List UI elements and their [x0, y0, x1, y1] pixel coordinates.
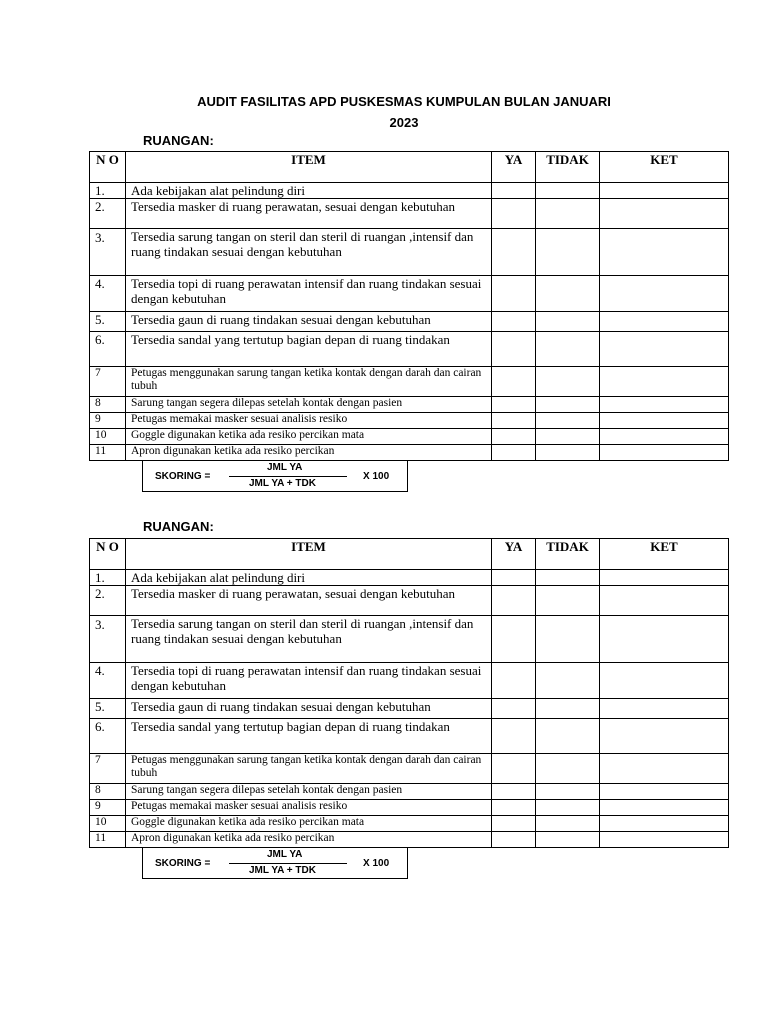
header-no: N O — [90, 152, 126, 183]
row-no: 4. — [90, 663, 126, 699]
row-item: Ada kebijakan alat pelindung diri — [126, 183, 492, 199]
fraction-line — [229, 476, 347, 477]
row-ya-cell — [492, 276, 536, 312]
row-ket-cell — [600, 800, 729, 816]
table-row — [90, 699, 729, 719]
row-item: Tersedia sarung tangan on steril dan steril di ruangan ,intensif dan ruang tindakan sesuai dengan kebutuhan — [126, 229, 492, 276]
row-ya-cell — [492, 367, 536, 397]
table-row — [90, 332, 729, 367]
table-row — [90, 276, 729, 312]
row-no: 8 — [90, 784, 126, 800]
table-row — [90, 312, 729, 332]
table-row — [90, 183, 729, 199]
row-ya-cell — [492, 699, 536, 719]
row-ket-cell — [600, 754, 729, 784]
row-tidak-cell — [536, 800, 600, 816]
row-no: 3. — [90, 616, 126, 663]
row-ket-cell — [600, 719, 729, 754]
row-tidak-cell — [536, 413, 600, 429]
table-row — [90, 616, 729, 663]
row-ya-cell — [492, 332, 536, 367]
row-item: Sarung tangan segera dilepas setelah kontak dengan pasien — [126, 784, 492, 800]
row-no: 4. — [90, 276, 126, 312]
row-no: 10 — [90, 429, 126, 445]
row-no: 11 — [90, 832, 126, 848]
row-ya-cell — [492, 183, 536, 199]
row-ya-cell — [492, 570, 536, 586]
table-row — [90, 719, 729, 754]
row-no: 9 — [90, 413, 126, 429]
row-item: Tersedia sarung tangan on steril dan steril di ruangan ,intensif dan ruang tindakan sesuai dengan kebutuhan — [126, 616, 492, 663]
table-row — [90, 663, 729, 699]
row-item: Petugas menggunakan sarung tangan ketika kontak dengan darah dan cairan tubuh — [126, 754, 492, 784]
table-row — [90, 832, 729, 848]
table-row — [90, 570, 729, 586]
row-ya-cell — [492, 199, 536, 229]
row-tidak-cell — [536, 199, 600, 229]
ruangan-label-1: RUANGAN: — [143, 133, 214, 148]
row-ya-cell — [492, 445, 536, 461]
row-no: 10 — [90, 816, 126, 832]
table-row — [90, 784, 729, 800]
row-tidak-cell — [536, 816, 600, 832]
table-header-row — [90, 539, 729, 570]
row-ket-cell — [600, 570, 729, 586]
row-item: Sarung tangan segera dilepas setelah kontak dengan pasien — [126, 397, 492, 413]
row-ya-cell — [492, 663, 536, 699]
audit-table-2 — [89, 538, 729, 848]
header-ya: YA — [492, 152, 536, 183]
row-no: 6. — [90, 332, 126, 367]
row-no: 11 — [90, 445, 126, 461]
row-no: 9 — [90, 800, 126, 816]
row-ket-cell — [600, 445, 729, 461]
row-tidak-cell — [536, 276, 600, 312]
row-tidak-cell — [536, 229, 600, 276]
row-ket-cell — [600, 229, 729, 276]
row-ya-cell — [492, 616, 536, 663]
row-ya-cell — [492, 754, 536, 784]
row-tidak-cell — [536, 367, 600, 397]
row-no: 8 — [90, 397, 126, 413]
row-item: Goggle digunakan ketika ada resiko percikan mata — [126, 429, 492, 445]
skoring-multiplier: X 100 — [363, 471, 390, 482]
table-row — [90, 445, 729, 461]
row-item: Tersedia masker di ruang perawatan, sesuai dengan kebutuhan — [126, 586, 492, 616]
table-row — [90, 800, 729, 816]
row-ya-cell — [492, 586, 536, 616]
row-tidak-cell — [536, 429, 600, 445]
row-tidak-cell — [536, 332, 600, 367]
header-ket: KET — [600, 152, 729, 183]
document-title-line1: AUDIT FASILITAS APD PUSKESMAS KUMPULAN BULAN JANUARI — [197, 94, 611, 109]
row-ya-cell — [492, 229, 536, 276]
skoring-denominator: JML YA + TDK — [249, 478, 316, 489]
row-ket-cell — [600, 429, 729, 445]
header-item: ITEM — [126, 539, 492, 570]
row-tidak-cell — [536, 663, 600, 699]
row-tidak-cell — [536, 570, 600, 586]
row-no: 5. — [90, 699, 126, 719]
row-tidak-cell — [536, 719, 600, 754]
table-row — [90, 754, 729, 784]
row-ya-cell — [492, 816, 536, 832]
table-row — [90, 429, 729, 445]
skoring-numerator: JML YA — [267, 849, 303, 860]
document-title-line2: 2023 — [389, 115, 419, 130]
row-no: 2. — [90, 199, 126, 229]
table-row — [90, 229, 729, 276]
table-row — [90, 367, 729, 397]
table-row — [90, 199, 729, 229]
header-item: ITEM — [126, 152, 492, 183]
row-ket-cell — [600, 699, 729, 719]
row-ket-cell — [600, 367, 729, 397]
row-ket-cell — [600, 663, 729, 699]
row-no: 5. — [90, 312, 126, 332]
ruangan-label-2: RUANGAN: — [143, 519, 214, 534]
row-no: 1. — [90, 183, 126, 199]
row-tidak-cell — [536, 784, 600, 800]
row-ket-cell — [600, 312, 729, 332]
row-ya-cell — [492, 800, 536, 816]
row-ket-cell — [600, 199, 729, 229]
row-no: 1. — [90, 570, 126, 586]
row-tidak-cell — [536, 754, 600, 784]
row-ya-cell — [492, 784, 536, 800]
row-tidak-cell — [536, 616, 600, 663]
row-item: Petugas memakai masker sesuai analisis resiko — [126, 413, 492, 429]
table-header-row — [90, 152, 729, 183]
row-tidak-cell — [536, 397, 600, 413]
row-item: Tersedia topi di ruang perawatan intensif dan ruang tindakan sesuai dengan kebutuhan — [126, 663, 492, 699]
row-item: Goggle digunakan ketika ada resiko percikan mata — [126, 816, 492, 832]
header-tidak: TIDAK — [536, 152, 600, 183]
header-ya: YA — [492, 539, 536, 570]
row-ket-cell — [600, 413, 729, 429]
row-no: 2. — [90, 586, 126, 616]
skoring-formula-2 — [142, 847, 408, 879]
row-no: 7 — [90, 367, 126, 397]
skoring-label: SKORING = — [155, 858, 211, 869]
row-ket-cell — [600, 397, 729, 413]
row-ket-cell — [600, 616, 729, 663]
row-item: Tersedia sandal yang tertutup bagian depan di ruang tindakan — [126, 332, 492, 367]
fraction-line — [229, 863, 347, 864]
header-tidak: TIDAK — [536, 539, 600, 570]
row-no: 6. — [90, 719, 126, 754]
skoring-formula-1 — [142, 460, 408, 492]
row-ket-cell — [600, 332, 729, 367]
row-item: Tersedia gaun di ruang tindakan sesuai dengan kebutuhan — [126, 312, 492, 332]
row-ya-cell — [492, 312, 536, 332]
row-ya-cell — [492, 719, 536, 754]
audit-table-1 — [89, 151, 729, 461]
row-no: 3. — [90, 229, 126, 276]
skoring-numerator: JML YA — [267, 462, 303, 473]
row-item: Petugas memakai masker sesuai analisis resiko — [126, 800, 492, 816]
row-tidak-cell — [536, 832, 600, 848]
row-item: Apron digunakan ketika ada resiko percikan — [126, 445, 492, 461]
row-item: Petugas menggunakan sarung tangan ketika kontak dengan darah dan cairan tubuh — [126, 367, 492, 397]
row-ya-cell — [492, 397, 536, 413]
row-no: 7 — [90, 754, 126, 784]
table-row — [90, 413, 729, 429]
row-item: Ada kebijakan alat pelindung diri — [126, 570, 492, 586]
row-tidak-cell — [536, 183, 600, 199]
row-ket-cell — [600, 183, 729, 199]
row-ket-cell — [600, 816, 729, 832]
row-item: Tersedia sandal yang tertutup bagian depan di ruang tindakan — [126, 719, 492, 754]
row-ya-cell — [492, 429, 536, 445]
row-item: Tersedia topi di ruang perawatan intensif dan ruang tindakan sesuai dengan kebutuhan — [126, 276, 492, 312]
row-tidak-cell — [536, 445, 600, 461]
skoring-label: SKORING = — [155, 471, 211, 482]
skoring-denominator: JML YA + TDK — [249, 865, 316, 876]
row-ket-cell — [600, 276, 729, 312]
table-row — [90, 586, 729, 616]
row-item: Tersedia masker di ruang perawatan, sesuai dengan kebutuhan — [126, 199, 492, 229]
table-row — [90, 397, 729, 413]
header-no: N O — [90, 539, 126, 570]
row-ket-cell — [600, 784, 729, 800]
row-item: Apron digunakan ketika ada resiko percikan — [126, 832, 492, 848]
row-ket-cell — [600, 586, 729, 616]
row-ya-cell — [492, 832, 536, 848]
table-row — [90, 816, 729, 832]
row-tidak-cell — [536, 699, 600, 719]
skoring-multiplier: X 100 — [363, 858, 390, 869]
row-tidak-cell — [536, 586, 600, 616]
row-item: Tersedia gaun di ruang tindakan sesuai dengan kebutuhan — [126, 699, 492, 719]
row-ket-cell — [600, 832, 729, 848]
header-ket: KET — [600, 539, 729, 570]
row-ya-cell — [492, 413, 536, 429]
row-tidak-cell — [536, 312, 600, 332]
